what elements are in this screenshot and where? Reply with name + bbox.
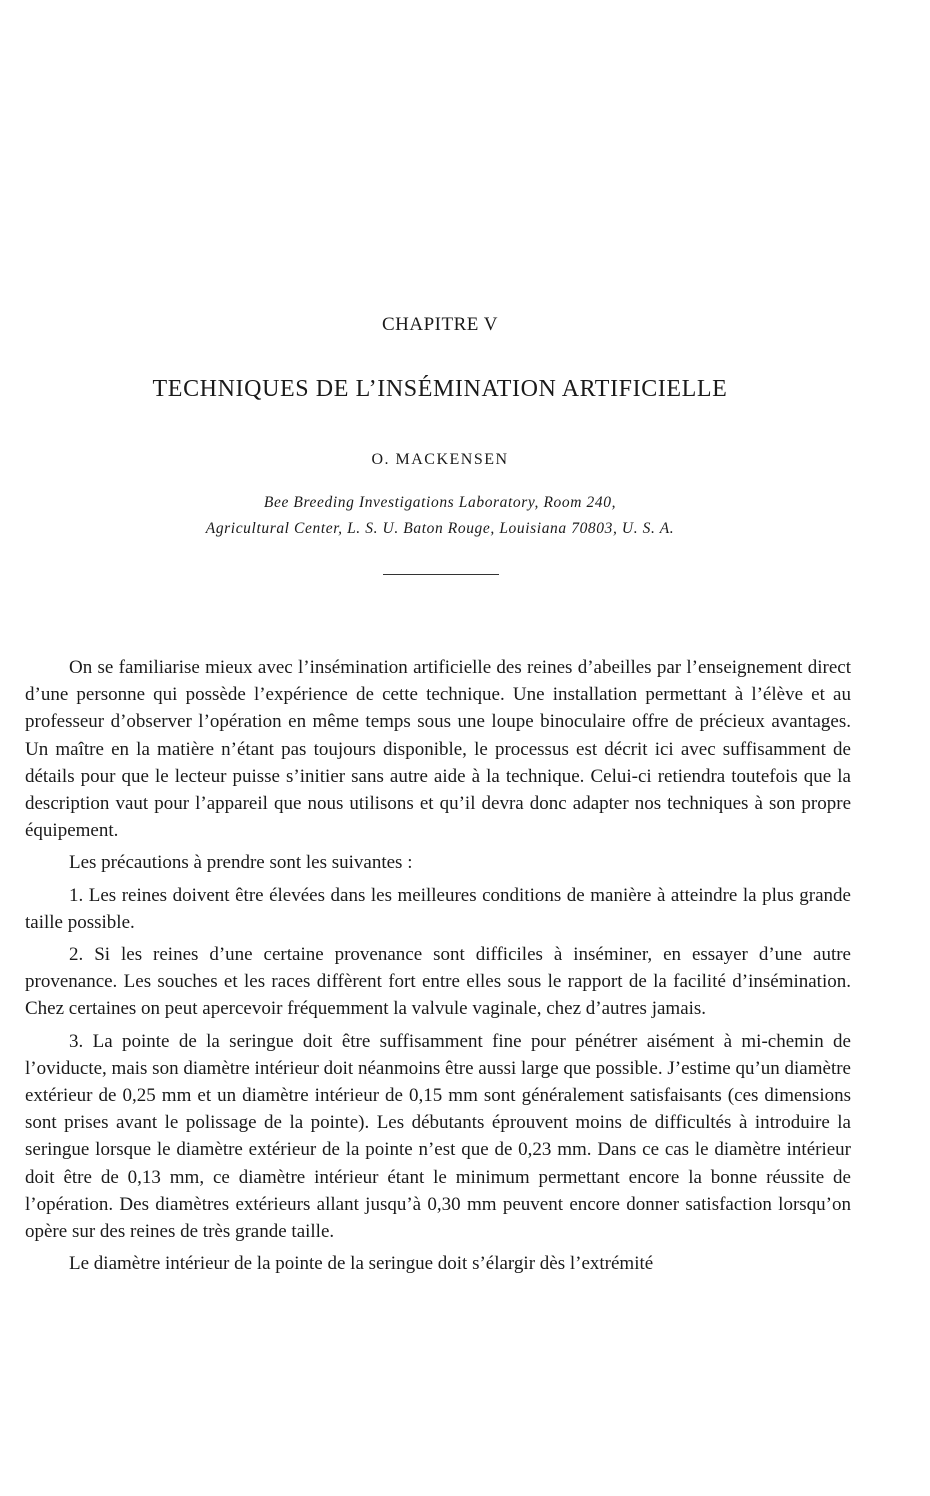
paragraph-precautions: Les précautions à prendre sont les suivantes : — [69, 852, 413, 874]
author-affiliation — [0, 490, 880, 542]
section-separator — [383, 574, 499, 575]
paragraph-item-2: 2. Si les reines d’une certaine provenance sont difficiles à inséminer, en essayer d’une autre provenance. Les souches et les races diffèrent fort entre elles sous le rapport de la facilité d’insémination. Chez certaines on peut apercevoir fréquemment la valvule vaginale, chez d’autres jamais. — [25, 944, 851, 1020]
chapter-label: CHAPITRE V — [381, 314, 499, 335]
paragraph-continued: Le diamètre intérieur de la pointe de la seringue doit s’élargir dès l’extrémité — [69, 1253, 654, 1275]
chapter-title: TECHNIQUES DE L’INSÉMINATION ARTIFICIELLE — [152, 376, 728, 402]
paragraph-intro: On se familiarise mieux avec l’insémination artificielle des reines d’abeilles par l’enseignement direct d’une personne qui possède l’expérience de cette technique. Une installation permettant à l’élève et au professeur d’observer l’opération en même temps sous une loupe binoculaire offre de précieux avantages. Un maître en la matière n’étant pas toujours disponible, le processus est décrit ici avec suffisamment de détails pour que le lecteur puisse s’initier sans autre aide à la technique. Celui-ci retiendra toutefois que la description vaut pour l’appareil que nous utilisons et qu’il devra donc adapter nos techniques à son propre équipement. — [25, 657, 851, 842]
paragraph-item-1: 1. Les reines doivent être élevées dans les meilleures conditions de manière à atteindre la plus grande taille possible. — [25, 884, 851, 933]
affiliation-line: Agricultural Center, L. S. U. Baton Rouge, Louisiana 70803, U. S. A. — [205, 520, 675, 537]
author-name: O. MACKENSEN — [371, 451, 509, 468]
body-text — [25, 654, 851, 1282]
affiliation-line: Bee Breeding Investigations Laboratory, Room 240, — [263, 494, 617, 511]
paragraph-item-3: 3. La pointe de la seringue doit être suffisamment fine pour pénétrer aisément à mi-chemin de l’oviducte, mais son diamètre intérieur doit néanmoins être aussi large que possible. J’estime qu’un diamètre extérieur de 0,25 mm et un diamètre intérieur de 0,15 mm sont généralement satisfaisants (ces dimensions sont prises avant le polissage de la pointe). Les débutants éprouvent moins de difficultés à introduire la seringue lorsque le diamètre extérieur de la pointe n’est que de 0,23 mm. Dans ce cas le diamètre intérieur doit être de 0,13 mm, ce diamètre intérieur étant le minimum permettant encore la bonne réussite de l’opération. Des diamètres extérieurs allant jusqu’à 0,30 mm peuvent encore donner satisfaction lorsqu’on opère sur des reines de très grande taille. — [25, 1030, 851, 1243]
